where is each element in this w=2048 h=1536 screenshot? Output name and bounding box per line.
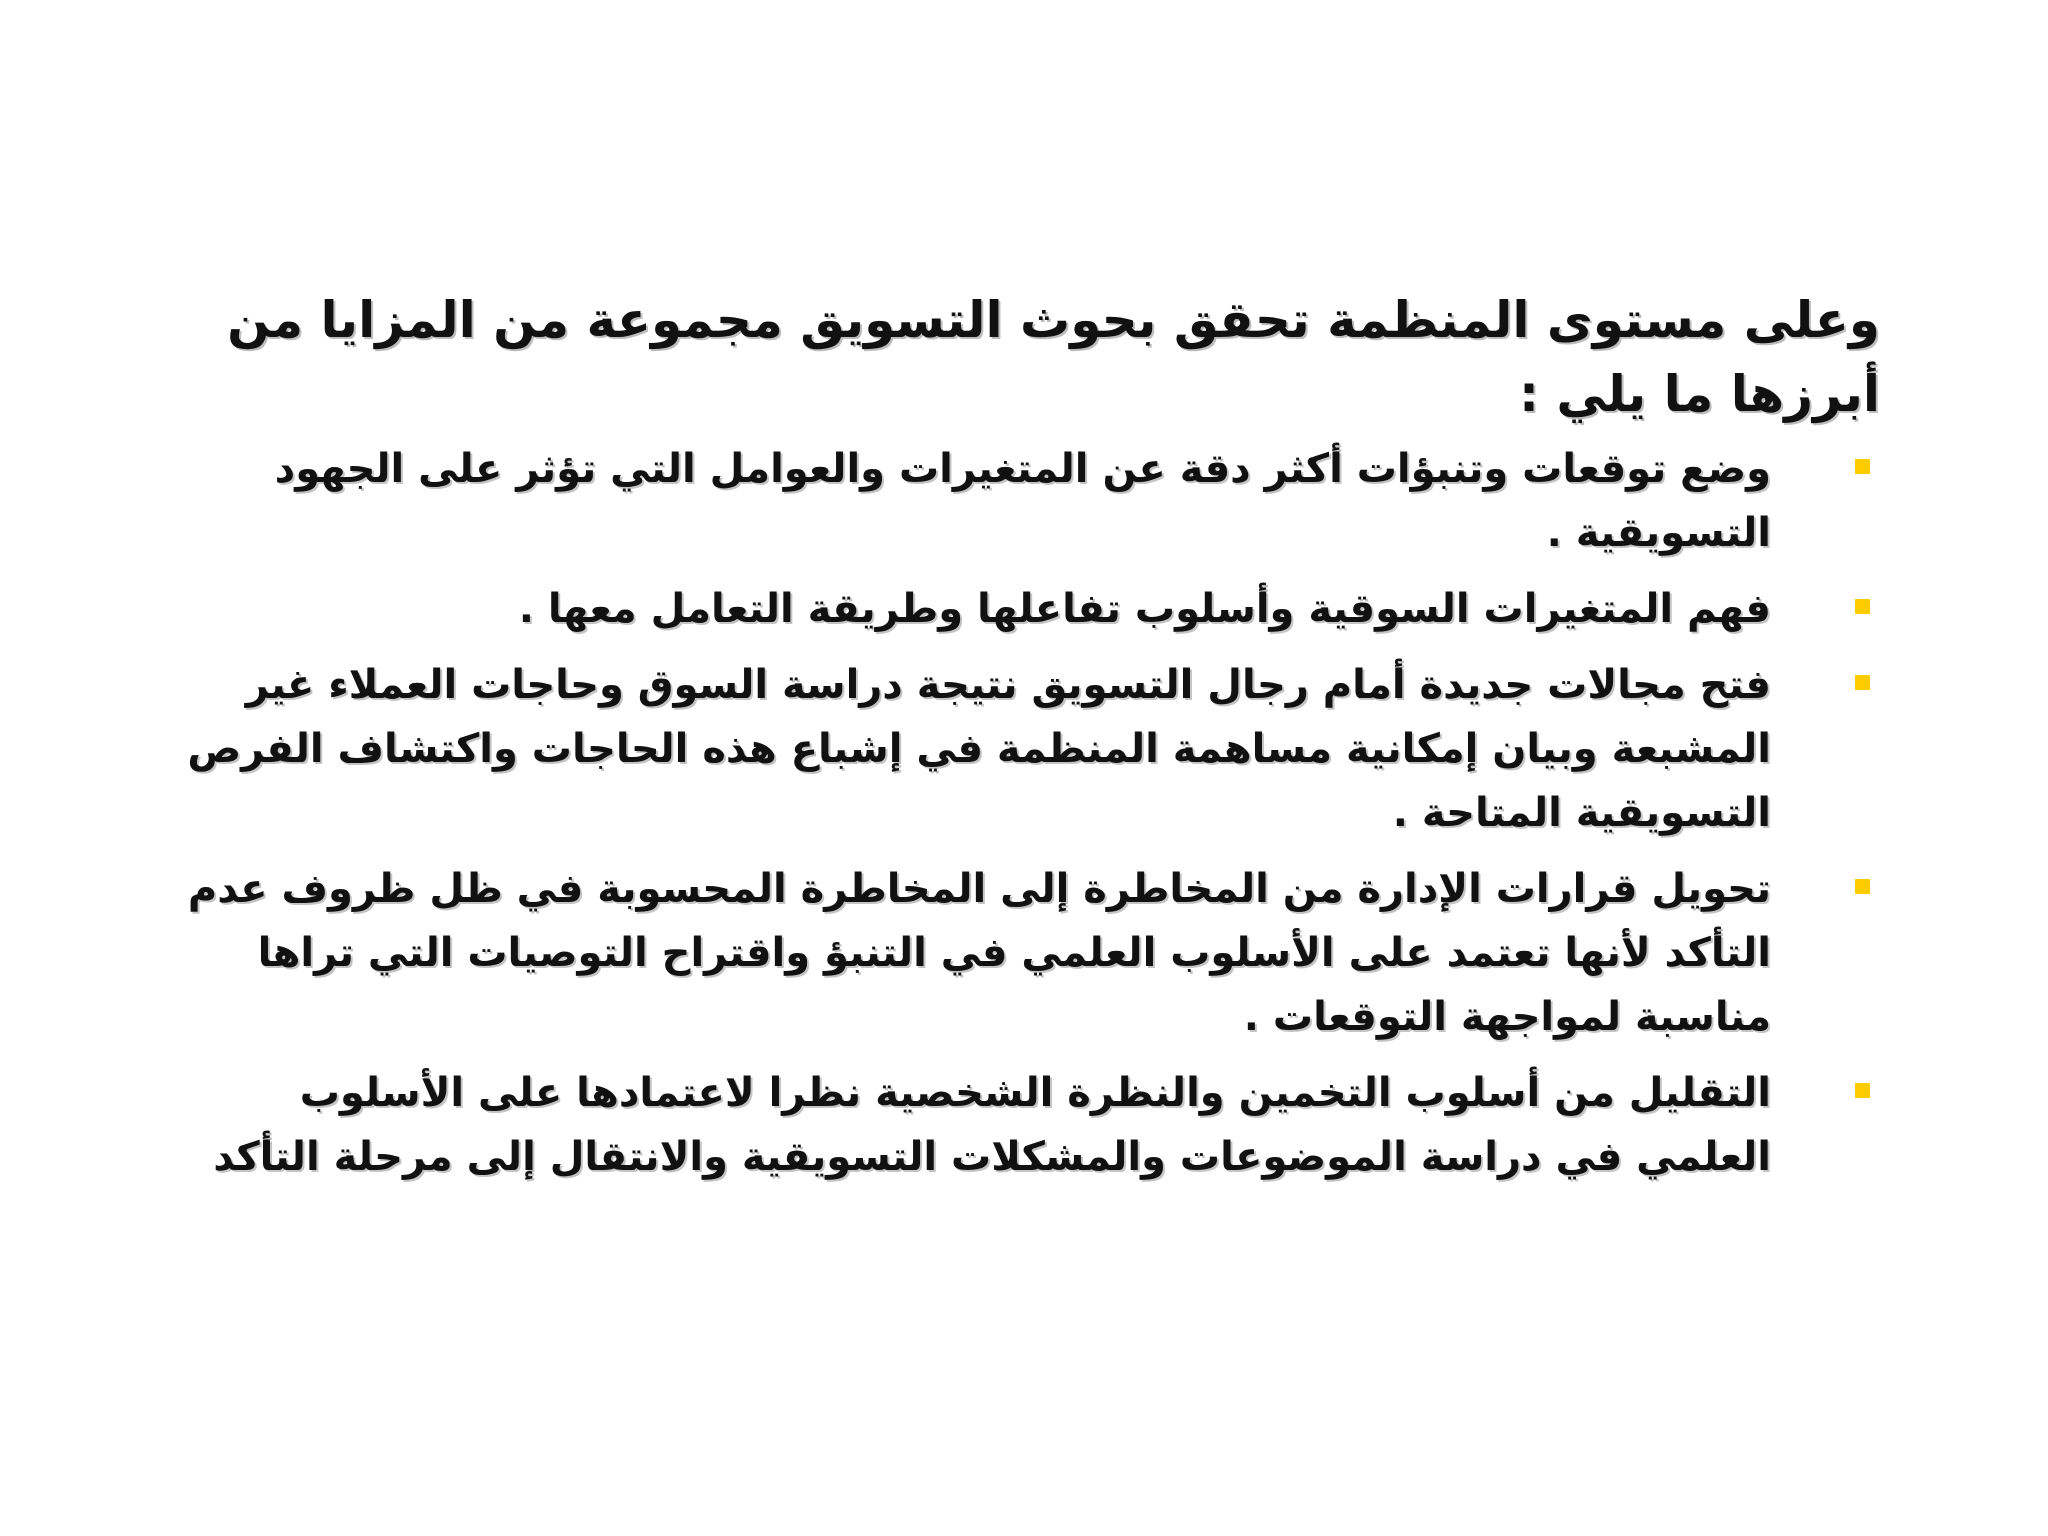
bullet-text: فتح مجالات جديدة أمام رجال التسويق نتيجة دراسة السوق وحاجات العملاء غير المشبعة وبيان إمكانية مساهمة المنظمة في إشباع هذه الحاجات واكتشاف الفرص التسويقية المتاحة .	[187, 662, 1771, 836]
square-bullet-icon	[1855, 675, 1870, 690]
square-bullet-icon	[1855, 879, 1870, 894]
square-bullet-icon	[1855, 1083, 1870, 1098]
square-bullet-icon	[1855, 459, 1870, 474]
bullet-text: فهم المتغيرات السوقية وأسلوب تفاعلها وطريقة التعامل معها .	[518, 586, 1771, 632]
intro-paragraph: وعلى مستوى المنظمة تحقق بحوث التسويق مجموعة من المزايا من أبرزها ما يلي :	[227, 291, 1880, 423]
bullet-item	[160, 857, 1880, 1049]
bullet-item	[160, 437, 1880, 565]
slide-content	[160, 283, 1880, 1201]
bullet-text: التقليل من أسلوب التخمين والنظرة الشخصية نظرا لاعتمادها على الأسلوب العلمي في دراسة الموضوعات والمشكلات التسويقية والانتقال إلى مرحلة التأكد	[213, 1070, 1771, 1180]
bullet-item	[160, 1061, 1880, 1189]
bullet-list	[160, 437, 1880, 1189]
bullet-item	[160, 577, 1880, 641]
bullet-text: وضع توقعات وتنبؤات أكثر دقة عن المتغيرات والعوامل التي تؤثر على الجهود التسويقية .	[274, 446, 1771, 556]
bullet-text: تحويل قرارات الإدارة من المخاطرة إلى المخاطرة المحسوبة في ظل ظروف عدم التأكد لأنها تعتمد على الأسلوب العلمي في التنبؤ واقتراح التوصيات التي تراها مناسبة لمواجهة التوقعات .	[187, 866, 1771, 1040]
bullet-item	[160, 653, 1880, 845]
square-bullet-icon	[1855, 599, 1870, 614]
